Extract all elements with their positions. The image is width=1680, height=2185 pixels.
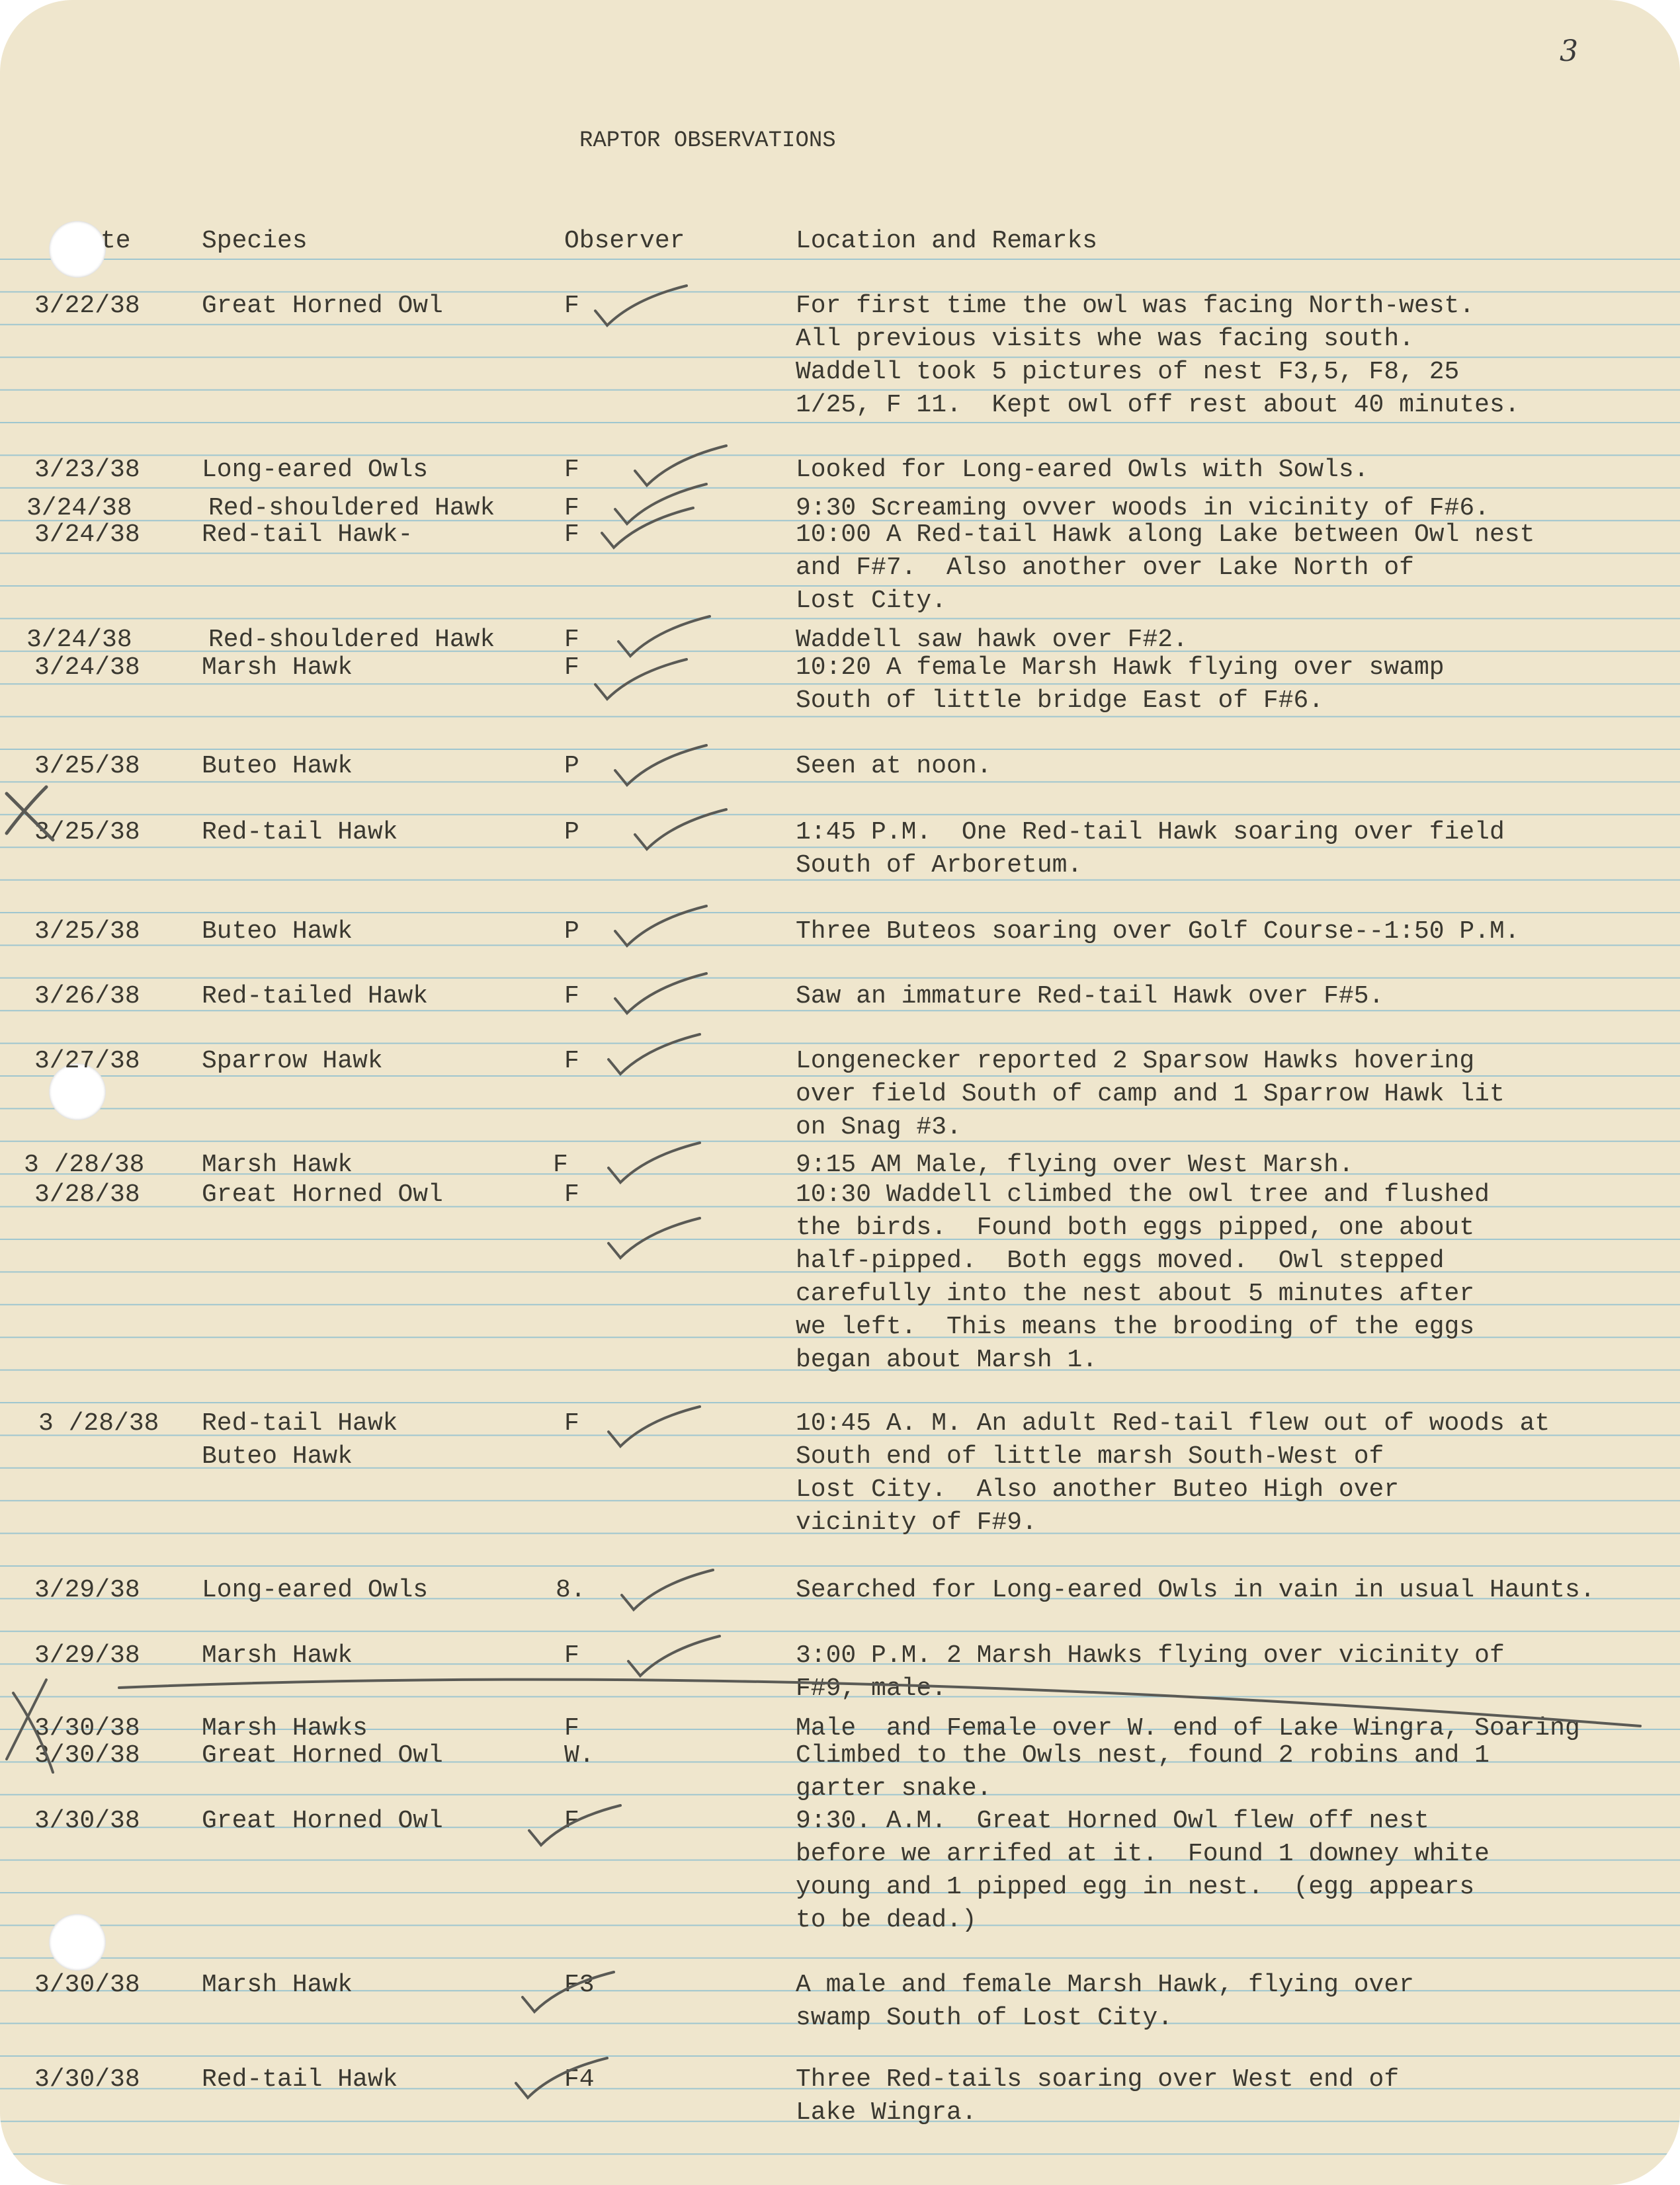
entry-species: Buteo Hawk [202, 1442, 353, 1471]
entry-observer: F [564, 456, 579, 484]
entry-species: Red-shouldered Hawk [208, 626, 495, 654]
entry-remark-line: to be dead.) [796, 1906, 977, 1934]
entry-remark-line: Three Red-tails soaring over West end of [796, 2065, 1400, 2094]
entry-species: Buteo Hawk [202, 917, 353, 946]
entry-date: 3/30/38 [34, 2065, 140, 2094]
entry-date: 3/22/38 [34, 292, 140, 320]
page-title: RAPTOR OBSERVATIONS [579, 128, 836, 153]
entry-species: Long-eared Owls [202, 456, 429, 484]
entry-remark-line: Male and Female over W. end of Lake Wingra, Soaring [796, 1714, 1580, 1743]
entry-remark-line: 9:30 Screaming ovver woods in vicinity of F#6. [796, 494, 1490, 522]
entry-date: 3/25/38 [34, 752, 140, 780]
entry-date: 3/28/38 [34, 1180, 140, 1209]
entry-remark-line: half-pipped. Both eggs moved. Owl stepped [796, 1247, 1445, 1275]
entry-remark-line: young and 1 pipped egg in nest. (egg appears [796, 1873, 1475, 1901]
entry-remark-line: All previous visits whe was facing south. [796, 325, 1414, 353]
entry-remark-line: over field South of camp and 1 Sparrow Hawk lit [796, 1080, 1505, 1108]
entry-species: Marsh Hawk [202, 653, 353, 682]
entry-remark-line: Searched for Long-eared Owls in vain in usual Haunts. [796, 1576, 1595, 1604]
entry-observer: P [564, 818, 579, 846]
entry-remark-line: Three Buteos soaring over Golf Course--1:50 P.M. [796, 917, 1520, 946]
header-date: te [101, 227, 131, 255]
entry-observer: F [553, 1151, 568, 1179]
entry-observer: F [564, 1641, 579, 1670]
entry-remark-line: the birds. Found both eggs pipped, one about [796, 1214, 1475, 1242]
entry-date: 3/24/38 [26, 626, 132, 654]
entry-remark-line: vicinity of F#9. [796, 1508, 1037, 1537]
entry-remark-line: Seen at noon. [796, 752, 992, 780]
entry-species: Buteo Hawk [202, 752, 353, 780]
entry-species: Great Horned Owl [202, 1807, 443, 1835]
entry-remark-line: we left. This means the brooding of the eggs [796, 1313, 1475, 1341]
entry-date: 3/27/38 [34, 1047, 140, 1075]
entry-remark-line: Waddell took 5 pictures of nest F3,5, F8, 25 [796, 358, 1460, 386]
entry-observer: F [564, 1047, 579, 1075]
entry-species: Marsh Hawk [202, 1641, 353, 1670]
entry-date: 3/30/38 [34, 1807, 140, 1835]
entry-date: 3/24/38 [26, 494, 132, 522]
entry-remark-line: 9:30. A.M. Great Horned Owl flew off nest [796, 1807, 1429, 1835]
entry-observer: F [564, 1180, 579, 1209]
entry-remark-line: 1:45 P.M. One Red-tail Hawk soaring over field [796, 818, 1505, 846]
entry-species: Sparrow Hawk [202, 1047, 383, 1075]
entry-observer: 8. [556, 1576, 586, 1604]
entry-species: Long-eared Owls [202, 1576, 429, 1604]
entry-date: 3 /28/38 [38, 1409, 159, 1438]
entry-date: 3/29/38 [34, 1641, 140, 1670]
entry-date: 3/30/38 [34, 1741, 140, 1770]
entry-remark-line: Lost City. Also another Buteo High over [796, 1475, 1400, 1504]
entry-observer: F [564, 653, 579, 682]
entry-remark-line: South of Arboretum. [796, 851, 1083, 880]
entry-date: 3/25/38 [34, 917, 140, 946]
entry-observer: F [564, 982, 579, 1010]
entry-remark-line: South end of little marsh South-West of [796, 1442, 1384, 1471]
binder-hole [49, 1914, 106, 1971]
entry-date: 3/30/38 [34, 1714, 140, 1743]
entry-remark-line: For first time the owl was facing North-west. [796, 292, 1475, 320]
entry-observer: W. [564, 1741, 595, 1770]
header-observer: Observer [564, 227, 685, 255]
entry-observer: F [564, 520, 579, 549]
entry-species: Red-tail Hawk [202, 818, 398, 846]
entry-observer: F4 [564, 2065, 595, 2094]
entry-observer: F [564, 626, 579, 654]
entry-remark-line: Longenecker reported 2 Sparsow Hawks hovering [796, 1047, 1475, 1075]
entry-remark-line: F#9, male. [796, 1674, 947, 1703]
entry-remark-line: swamp South of Lost City. [796, 2004, 1173, 2032]
entry-remark-line: Waddell saw hawk over F#2. [796, 626, 1188, 654]
entry-species: Red-tail Hawk [202, 1409, 398, 1438]
entry-remark-line: 9:15 AM Male, flying over West Marsh. [796, 1151, 1354, 1179]
entry-remark-line: garter snake. [796, 1774, 992, 1803]
entry-date: 3/24/38 [34, 520, 140, 549]
entry-remark-line: before we arrifed at it. Found 1 downey white [796, 1840, 1490, 1868]
entry-date: 3/29/38 [34, 1576, 140, 1604]
entry-remark-line: 10:30 Waddell climbed the owl tree and flushed [796, 1180, 1490, 1209]
entry-species: Great Horned Owl [202, 1180, 443, 1209]
entry-date: 3/25/38 [34, 818, 140, 846]
entry-remark-line: 1/25, F 11. Kept owl off rest about 40 minutes. [796, 391, 1520, 419]
entry-species: Marsh Hawk [202, 1971, 353, 1999]
entry-remark-line: 3:00 P.M. 2 Marsh Hawks flying over vicinity of [796, 1641, 1505, 1670]
entry-species: Red-shouldered Hawk [208, 494, 495, 522]
header-remarks: Location and Remarks [796, 227, 1098, 255]
entry-observer: F [564, 1807, 579, 1835]
entry-remark-line: Lost City. [796, 587, 947, 615]
entry-species: Red-tail Hawk [202, 2065, 398, 2094]
entry-observer: P [564, 917, 579, 946]
entry-species: Red-tailed Hawk [202, 982, 429, 1010]
entry-remark-line: Saw an immature Red-tail Hawk over F#5. [796, 982, 1384, 1010]
entry-remark-line: carefully into the nest about 5 minutes after [796, 1280, 1475, 1308]
entry-remark-line: 10:45 A. M. An adult Red-tail flew out of woods at [796, 1409, 1550, 1438]
entry-remark-line: Climbed to the Owls nest, found 2 robins and 1 [796, 1741, 1490, 1770]
header-species: Species [202, 227, 308, 255]
entry-remark-line: and F#7. Also another over Lake North of [796, 554, 1414, 582]
entry-date: 3/24/38 [34, 653, 140, 682]
entry-remark-line: Looked for Long-eared Owls with Sowls. [796, 456, 1369, 484]
entry-date: 3/30/38 [34, 1971, 140, 1999]
entry-remark-line: Lake Wingra. [796, 2098, 977, 2127]
entry-species: Great Horned Owl [202, 292, 443, 320]
entry-date: 3/23/38 [34, 456, 140, 484]
entry-observer: F [564, 1409, 579, 1438]
entry-remark-line: South of little bridge East of F#6. [796, 686, 1324, 715]
entry-species: Red-tail Hawk- [202, 520, 413, 549]
entry-remark-line: began about Marsh 1. [796, 1346, 1098, 1374]
entry-date: 3/26/38 [34, 982, 140, 1010]
entry-date: 3 /28/38 [24, 1151, 145, 1179]
entry-remark-line: A male and female Marsh Hawk, flying over [796, 1971, 1414, 1999]
entry-remark-line: on Snag #3. [796, 1113, 962, 1141]
entry-observer: F [564, 292, 579, 320]
entry-species: Marsh Hawks [202, 1714, 368, 1743]
entry-observer: F [564, 1714, 579, 1743]
entry-observer: F [564, 494, 579, 522]
entry-remark-line: 10:00 A Red-tail Hawk along Lake between Owl nest [796, 520, 1535, 549]
entry-observer: F3 [564, 1971, 595, 1999]
entry-species: Marsh Hawk [202, 1151, 353, 1179]
page-number: 3 [1560, 34, 1578, 68]
entry-remark-line: 10:20 A female Marsh Hawk flying over swamp [796, 653, 1445, 682]
binder-hole [49, 221, 106, 278]
entry-observer: P [564, 752, 579, 780]
entry-species: Great Horned Owl [202, 1741, 443, 1770]
